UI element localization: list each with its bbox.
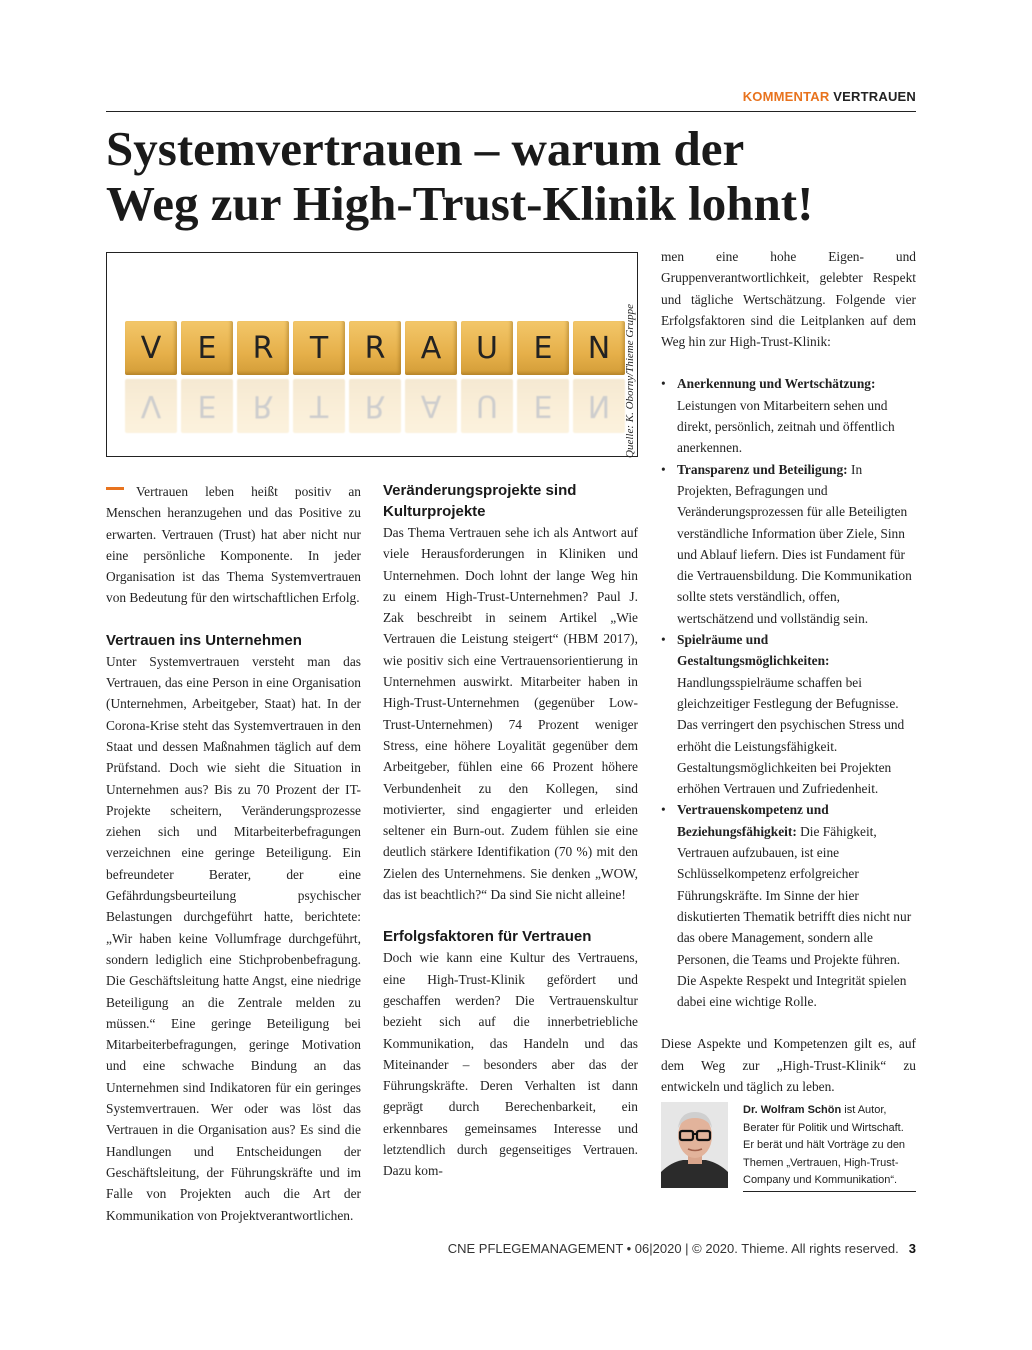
- letter-tile-reflection: E: [517, 379, 569, 433]
- list-item: [661, 373, 916, 458]
- header-rule: [106, 111, 916, 112]
- column-3: [661, 246, 916, 1097]
- author-box: [661, 1102, 916, 1188]
- letter-tile-reflection: N: [573, 379, 625, 433]
- letter-tile-reflection: V: [125, 379, 177, 433]
- author-photo: [661, 1102, 728, 1188]
- page-number: 3: [908, 1241, 916, 1256]
- letter-tile: U: [461, 321, 513, 375]
- body-paragraph: men eine hohe Eigen- und Gruppenverantwortlichkeit, gelebter Respekt und tägliche Wertschätzung. Folgende vier Erfolgsfaktoren sind die Leitplanken auf dem Weg hin zur High-Trust-Klinik:: [661, 249, 916, 350]
- letter-tile: E: [181, 321, 233, 375]
- topic-label: VERTRAUEN: [833, 89, 916, 104]
- letter-tile: R: [237, 321, 289, 375]
- author-portrait-icon: [661, 1102, 728, 1188]
- closing-paragraph: Diese Aspekte und Kompetenzen gilt es, auf dem Weg zur „High-Trust-Klinik“ zu entwickeln und täglich zu leben.: [661, 1036, 916, 1094]
- author-bio-text: ist Autor, Berater für Politik und Wirtschaft. Er berät und hält Vorträge zu den Themen „Vertrauen, High-Trust-Company und Kommunikation“.: [743, 1104, 906, 1186]
- list-item-term: Spielräume und Gestaltungsmöglichkeiten:: [677, 632, 830, 669]
- list-item: [661, 799, 916, 1012]
- column-2: [383, 480, 638, 1182]
- list-item-text: In Projekten, Befragungen und Veränderungsprozessen für alle Beteiligten verständliche Information über Ziele, Sinn und Ablauf liefern. Dies ist Fundament für die Vertrauensbildung. Die Kommunikation sollte stets verständlich, offen, wertschätzend und vollständig sein.: [677, 461, 912, 626]
- footer-text: CNE PFLEGEMANAGEMENT • 06|2020 | © 2020. Thieme. All rights reserved.: [447, 1241, 899, 1256]
- body-paragraph: Doch wie kann eine Kultur des Vertrauens, eine High-Trust-Klinik gefördert und geschaffen werden? Die Vertrauenskultur bezieht sich auf die innerbetriebliche Kommunikation, das Handeln und das Miteinander – besonders aber das der Führungskräfte. Deren Verhalten ist dann geprägt durch Berechenbarkeit, ein erkennbares gemeinsames Interesse und letztendlich durch gegenseitiges Vertrauen. Dazu kom-: [383, 950, 638, 1179]
- letter-tile: R: [349, 321, 401, 375]
- orange-dash-icon: [106, 487, 124, 490]
- letter-tile: T: [293, 321, 345, 375]
- letter-tile: N: [573, 321, 625, 375]
- letter-tile-reflection: A: [405, 379, 457, 433]
- letter-tiles-reflection: [125, 379, 625, 433]
- heading-erfolgsfaktoren: Erfolgsfaktoren für Vertrauen: [383, 928, 592, 946]
- letter-tile-reflection: U: [461, 379, 513, 433]
- author-name: Dr. Wolfram Schön: [743, 1104, 842, 1116]
- article-image: [106, 252, 638, 457]
- letter-tiles: [125, 321, 625, 375]
- list-item-term: Anerkennung und Wertschätzung:: [677, 376, 876, 392]
- list-item-text: Leistungen von Mitarbeitern sehen und direkt, persönlich, zeitnah und öffentlich anerkennen.: [677, 397, 895, 456]
- section-kicker: [743, 89, 916, 104]
- list-item: [661, 459, 916, 629]
- heading-veraenderungsprojekte: Veränderungsprojekte sind Kulturprojekte: [383, 482, 577, 520]
- author-bio: [743, 1102, 916, 1192]
- list-item: [661, 629, 916, 799]
- title-line-2: Weg zur High-Trust-Klinik lohnt!: [106, 176, 814, 231]
- letter-tile: E: [517, 321, 569, 375]
- section-label: KOMMENTAR: [742, 89, 830, 104]
- intro-text: Vertrauen leben heißt positiv an Menschen heranzugehen und das Positive zu erwarten. Vertrauen (Trust) hat aber nicht nur eine persönliche Komponente. In jeder Organisation ist das Thema Systemvertrauen von Bedeutung für den wirtschaftlichen Erfolg.: [106, 484, 361, 606]
- column-1: [106, 481, 361, 1226]
- letter-tile: V: [125, 321, 177, 375]
- body-paragraph: Das Thema Vertrauen sehe ich als Antwort auf viele Herausforderungen in Kliniken und Unternehmen. Doch lohnt der lange Weg hin zu einem High-Trust-Unternehmen? Paul J. Zak beschreibt in seinem Artikel „Wie Vertrauen die Leistung steigert“ (HBM 2017), wie positiv sich eine Vertrauensorientierung in Unternehmen auswirkt. Mitarbeiter haben in High-Trust-Unternehmen (gegenüber Low-Trust-Unternehmen) 74 Prozent weniger Stress, eine höhere Loyalität gegenüber dem Arbeitgeber, fühlen eine 66 Prozent höhere Verbundenheit zu den Kollegen, sind motivierter, sind engagierter und erleiden seltener ein Burn-out. Zudem fühlen sie eine deutlich stärkere Identifikation (70 %) mit den Zielen des Unternehmens. Sie denken „WOW, das ist beachtlich?“ Da sind Sie nicht alleine!: [383, 525, 638, 903]
- body-paragraph: Unter Systemvertrauen versteht man das Vertrauen, das eine Person in eine Organisation (Unternehmen, Arbeitgeber, Staat) hat. In der Corona-Krise steht das Systemvertrauen in den Staat und dessen Maßnahmen täglich auf dem Prüfstand. Doch wie sieht die Situation in Unternehmen aus? Bis zu 70 Prozent der IT-Projekte scheitern, Veränderungsprozesse ziehen sich und Mitarbeiterbefragungen verzeichnen eine geringe Beteiligung. Ein befreundeter Berater, der eine Gefährdungsbeurteilung psychischer Belastungen durchgeführt hatte, berichtete: „Wir haben keine Vollumfrage durchgeführt, sondern lediglich eine Stichprobenbefragung. Die Geschäftsleitung hatte Angst, eine niedrige Beteiligung an die Zentrale melden zu müssen.“ Eine geringe Beteiligung bei Mitarbeiterbefragungen, geringe Motivation und eine schwache Bindung an das Unternehmen sind Indikatoren für ein geringes Systemvertrauen. Wer oder was löst das Vertrauen in die Organisation aus? Es sind die Handlungen und Entscheidungen der Geschäftsleitung, der Führungskräfte und im Falle von Projekten auch die Art der Kommunikation von Projektverantwortlichen.: [106, 653, 361, 1223]
- letter-tile: A: [405, 321, 457, 375]
- list-item-term: Vertrauenskompetenz und Beziehungsfähigkeit:: [677, 802, 829, 839]
- heading-vertrauen-ins-unternehmen: Vertrauen ins Unternehmen: [106, 631, 302, 649]
- photo-credit: Quelle: K. Oborny/Thieme Gruppe: [624, 304, 636, 458]
- list-item-text: Die Fähigkeit, Vertrauen aufzubauen, ist eine Schlüsselkompetenz erfolgreicher Führungskräfte. Im Sinne der hier diskutierten Thematik betrifft dies nicht nur das obere Management, sondern alle Personen, die Teams und Projekte führen. Die Aspekte Respekt und Integrität spielen dabei eine wichtige Rolle.: [677, 823, 912, 1010]
- list-item-text: Handlungsspielräume schaffen bei gleichzeitiger Festlegung der Befugnisse. Das verringert den psychischen Stress und erhöht die Leistungsfähigkeit. Gestaltungsmöglichkeiten bei Projekten erhöhen Vertrauen und Zufriedenheit.: [677, 674, 905, 797]
- intro-paragraph: [106, 481, 361, 609]
- page-footer: [448, 1241, 916, 1256]
- letter-tile-reflection: T: [293, 379, 345, 433]
- list-item-term: Transparenz und Beteiligung:: [677, 461, 848, 477]
- article-title: [106, 121, 906, 231]
- success-factor-list: [661, 373, 916, 1012]
- letter-tile-reflection: R: [237, 379, 289, 433]
- letter-tile-reflection: R: [349, 379, 401, 433]
- title-line-1: Systemvertrauen – warum der: [106, 121, 745, 176]
- letter-tile-reflection: E: [181, 379, 233, 433]
